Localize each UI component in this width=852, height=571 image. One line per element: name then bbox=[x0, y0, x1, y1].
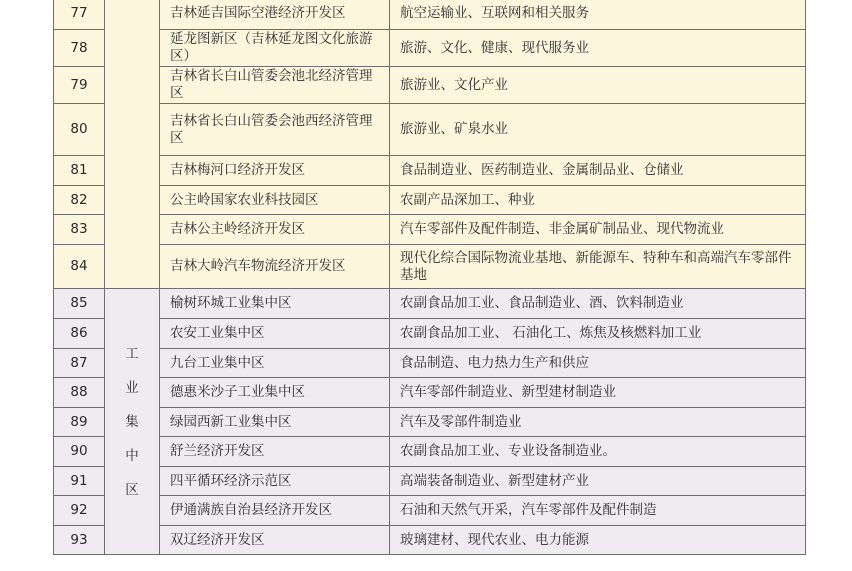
zone-industry: 石油和天然气开采，汽车零部件及配件制造 bbox=[390, 496, 806, 526]
zone-industry: 旅游业、文化产业 bbox=[390, 67, 806, 104]
category-char: 业 bbox=[125, 379, 139, 396]
table-row bbox=[54, 378, 806, 408]
row-number: 93 bbox=[54, 526, 105, 555]
row-number: 87 bbox=[54, 349, 105, 378]
zones-table bbox=[53, 0, 806, 555]
zone-name: 公主岭国家农业科技园区 bbox=[160, 186, 390, 215]
zone-name: 吉林省长白山管委会池西经济管理区 bbox=[160, 104, 390, 156]
row-number: 80 bbox=[54, 104, 105, 156]
zone-industry: 食品制造业、医药制造业、金属制品业、仓储业 bbox=[390, 156, 806, 186]
zone-name: 吉林公主岭经济开发区 bbox=[160, 215, 390, 245]
row-number: 91 bbox=[54, 467, 105, 496]
table-row bbox=[54, 289, 806, 319]
row-number: 78 bbox=[54, 30, 105, 67]
category-cell bbox=[105, 0, 160, 289]
zone-industry: 农副产品深加工、种业 bbox=[390, 186, 806, 215]
table-row bbox=[54, 408, 806, 437]
row-number: 83 bbox=[54, 215, 105, 245]
table-row bbox=[54, 104, 806, 156]
row-number: 84 bbox=[54, 245, 105, 289]
zone-name: 绿园西新工业集中区 bbox=[160, 408, 390, 437]
table-row bbox=[54, 186, 806, 215]
row-number: 77 bbox=[54, 0, 105, 30]
row-number: 79 bbox=[54, 67, 105, 104]
zone-name: 德惠米沙子工业集中区 bbox=[160, 378, 390, 408]
zone-name: 吉林大岭汽车物流经济开发区 bbox=[160, 245, 390, 289]
table-row bbox=[54, 67, 806, 104]
zone-name: 延龙图新区（吉林延龙图文化旅游区） bbox=[160, 30, 390, 67]
row-number: 86 bbox=[54, 319, 105, 349]
category-char: 工 bbox=[125, 345, 139, 362]
category-char: 区 bbox=[125, 481, 139, 498]
zone-industry: 旅游业、矿泉水业 bbox=[390, 104, 806, 156]
zone-name: 榆树环城工业集中区 bbox=[160, 289, 390, 319]
zone-name: 吉林梅河口经济开发区 bbox=[160, 156, 390, 186]
category-cell bbox=[105, 289, 160, 555]
row-number: 81 bbox=[54, 156, 105, 186]
table-row bbox=[54, 30, 806, 67]
table-row bbox=[54, 349, 806, 378]
zone-industry: 汽车及零部件制造业 bbox=[390, 408, 806, 437]
zone-name: 双辽经济开发区 bbox=[160, 526, 390, 555]
category-char: 集 bbox=[125, 413, 139, 430]
row-number: 88 bbox=[54, 378, 105, 408]
zone-industry: 旅游、文化、健康、现代服务业 bbox=[390, 30, 806, 67]
table-row bbox=[54, 467, 806, 496]
zone-name: 九台工业集中区 bbox=[160, 349, 390, 378]
row-number: 89 bbox=[54, 408, 105, 437]
zone-industry: 农副食品加工业、 石油化工、炼焦及核燃料加工业 bbox=[390, 319, 806, 349]
zone-name: 农安工业集中区 bbox=[160, 319, 390, 349]
row-number: 92 bbox=[54, 496, 105, 526]
zone-name: 舒兰经济开发区 bbox=[160, 437, 390, 467]
table-row bbox=[54, 156, 806, 186]
zone-industry: 农副食品加工业、专业设备制造业。 bbox=[390, 437, 806, 467]
zone-name: 伊通满族自治县经济开发区 bbox=[160, 496, 390, 526]
zone-name: 吉林省长白山管委会池北经济管理区 bbox=[160, 67, 390, 104]
table-row bbox=[54, 437, 806, 467]
zone-name: 吉林延吉国际空港经济开发区 bbox=[160, 0, 390, 30]
zone-name: 四平循环经济示范区 bbox=[160, 467, 390, 496]
table-row bbox=[54, 215, 806, 245]
row-number: 82 bbox=[54, 186, 105, 215]
table-row bbox=[54, 496, 806, 526]
zone-industry: 现代化综合国际物流业基地、新能源车、特种车和高端汽车零部件基地 bbox=[390, 245, 806, 289]
zone-industry: 汽车零部件制造业、新型建材制造业 bbox=[390, 378, 806, 408]
zone-industry: 食品制造、电力热力生产和供应 bbox=[390, 349, 806, 378]
zone-industry: 高端装备制造业、新型建材产业 bbox=[390, 467, 806, 496]
category-char: 中 bbox=[125, 447, 139, 464]
table-row bbox=[54, 0, 806, 30]
row-number: 90 bbox=[54, 437, 105, 467]
table-row bbox=[54, 526, 806, 555]
table-row bbox=[54, 319, 806, 349]
zone-industry: 航空运输业、互联网和相关服务 bbox=[390, 0, 806, 30]
zone-industry: 玻璃建材、现代农业、电力能源 bbox=[390, 526, 806, 555]
zone-industry: 农副食品加工业、食品制造业、酒、饮料制造业 bbox=[390, 289, 806, 319]
table-row bbox=[54, 245, 806, 289]
zone-industry: 汽车零部件及配件制造、非金属矿制品业、现代物流业 bbox=[390, 215, 806, 245]
row-number: 85 bbox=[54, 289, 105, 319]
